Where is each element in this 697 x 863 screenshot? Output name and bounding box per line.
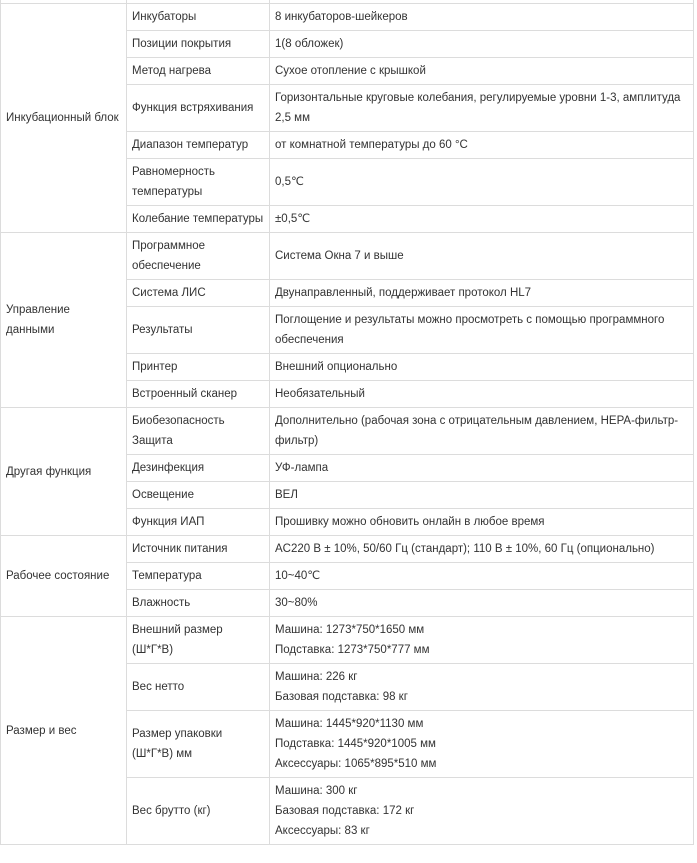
value-line: УФ-лампа [275,462,329,474]
value-cell [270,455,694,482]
parameter-cell: Дезинфекция [127,455,270,482]
value-line: Машина: 1445*920*1130 мм [275,718,424,730]
value-cell [270,85,694,132]
parameter-cell: Размер упаковки (Ш*Г*В) мм [127,711,270,778]
value-line: Базовая подставка: 98 кг [275,691,408,703]
value-line: Система Окна 7 и выше [275,250,404,262]
parameter-cell: Биобезопасность Защита [127,408,270,455]
value-cell [270,58,694,85]
value-line: Аксессуары: 83 кг [275,825,370,837]
table-row [1,536,694,563]
value-cell [270,381,694,408]
parameter-cell: Диапазон температур [127,132,270,159]
parameter-cell: Принтер [127,354,270,381]
value-line: Прошивку можно обновить онлайн в любое время [275,516,545,528]
value-cell [270,590,694,617]
parameter-cell: Система ЛИС [127,280,270,307]
parameter-cell: Внешний размер (Ш*Г*В) [127,617,270,664]
category-cell: Размер и вес [1,617,127,845]
value-cell [270,31,694,58]
table-row [1,4,694,31]
value-line: Машина: 226 кг [275,671,358,683]
parameter-cell: Вес нетто [127,664,270,711]
value-cell [270,233,694,280]
category-cell: Другая функция [1,408,127,536]
category-cell: Рабочее состояние [1,536,127,617]
parameter-cell: Функция встряхивания [127,85,270,132]
value-line: 8 инкубаторов-шейкеров [275,11,408,23]
parameter-cell: Равномерность температуры [127,159,270,206]
parameter-cell: Результаты [127,307,270,354]
value-line: AC220 В ± 10%, 50/60 Гц (стандарт); 110 В ± 10%, 60 Гц (опционально) [275,543,655,555]
parameter-cell: Вес брутто (кг) [127,778,270,845]
value-line: Подставка: 1273*750*777 мм [275,644,430,656]
value-cell [270,159,694,206]
parameter-cell: Функция ИАП [127,509,270,536]
value-cell [270,132,694,159]
table-row [1,617,694,664]
value-cell [270,4,694,31]
category-cell: Инкубационный блок [1,4,127,233]
value-line: ±0,5℃ [275,213,311,225]
value-line: Поглощение и результаты можно просмотреть с помощью программного обеспечения [275,314,665,346]
parameter-cell: Программное обеспечение [127,233,270,280]
value-line: 0,5℃ [275,176,304,188]
parameter-cell: Колебание температуры [127,206,270,233]
value-cell [270,617,694,664]
value-line: Двунаправленный, поддерживает протокол HL7 [275,287,532,299]
value-cell [270,778,694,845]
value-cell [270,206,694,233]
parameter-cell: Позиции покрытия [127,31,270,58]
value-cell [270,408,694,455]
parameter-cell: Влажность [127,590,270,617]
value-cell [270,482,694,509]
value-line: Базовая подставка: 172 кг [275,805,415,817]
value-line: Машина: 1273*750*1650 мм [275,624,425,636]
value-line: Сухое отопление с крышкой [275,65,426,77]
parameter-cell: Температура [127,563,270,590]
value-line: от комнатной температуры до 60 °C [275,139,468,151]
value-cell [270,563,694,590]
specifications-table-body [1,0,694,845]
value-cell [270,354,694,381]
value-line: Подставка: 1445*920*1005 мм [275,738,436,750]
value-line: Машина: 300 кг [275,785,358,797]
parameter-cell: Источник питания [127,536,270,563]
value-cell [270,536,694,563]
parameter-cell: Метод нагрева [127,58,270,85]
value-line: Горизонтальные круговые колебания, регулируемые уровни 1-3, амплитуда 2,5 мм [275,92,681,124]
parameter-cell: Инкубаторы [127,4,270,31]
value-line: Дополнительно (рабочая зона с отрицательным давлением, HEPA-фильтр-фильтр) [275,415,679,447]
value-cell [270,711,694,778]
value-line: Аксессуары: 1065*895*510 мм [275,758,437,770]
table-row [1,408,694,455]
parameter-cell: Освещение [127,482,270,509]
parameter-cell: Встроенный сканер [127,381,270,408]
value-cell [270,307,694,354]
value-line: ВЕЛ [275,489,298,501]
value-cell [270,509,694,536]
value-line: 10~40℃ [275,570,321,582]
table-row [1,233,694,280]
value-line: Внешний опционально [275,361,398,373]
value-cell [270,664,694,711]
value-line: 30~80% [275,597,318,609]
value-cell [270,280,694,307]
category-cell: Управление данными [1,233,127,408]
value-line: 1(8 обложек) [275,38,344,50]
value-line: Необязательный [275,388,365,400]
